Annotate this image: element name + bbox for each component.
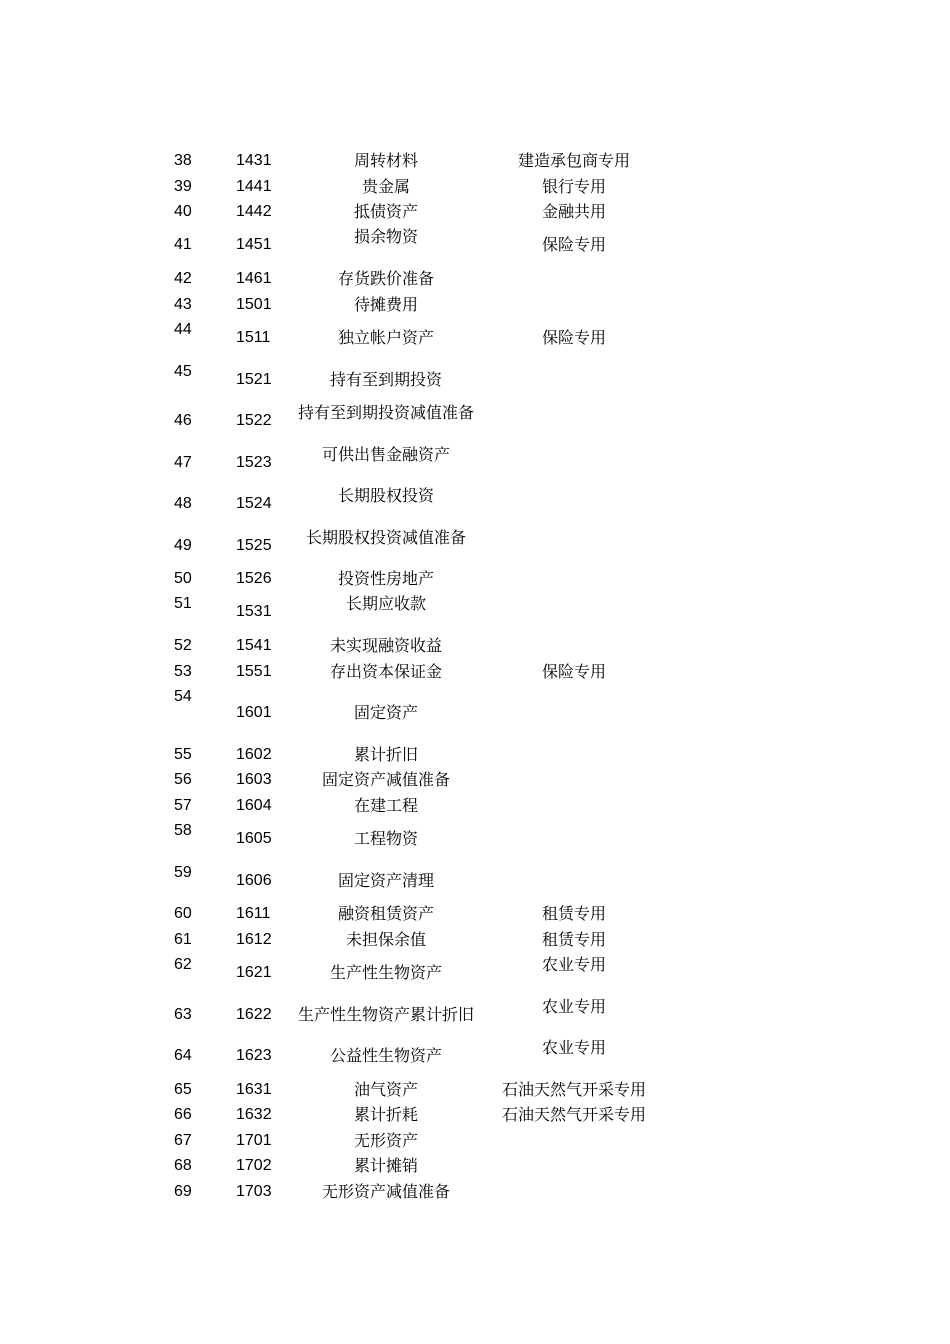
usage-note: 石油天然气开采专用 [501, 1080, 646, 1099]
account-code: 1442 [236, 203, 272, 220]
account-name: 长期股权投资减值准备 [305, 528, 466, 547]
account-name: 油气资产 [353, 1080, 418, 1099]
account-name: 工程物资 [353, 829, 418, 848]
account-code: 1611 [236, 905, 271, 922]
row-number: 63 [174, 1006, 192, 1023]
account-code: 1631 [236, 1081, 272, 1098]
usage-note: 保险专用 [541, 235, 606, 254]
account-code: 1623 [236, 1047, 272, 1064]
usage-note: 农业专用 [541, 997, 606, 1016]
account-code: 1451 [236, 236, 272, 253]
row-number: 58 [174, 822, 192, 839]
account-name: 生产性生物资产累计折旧 [297, 1005, 474, 1024]
row-number: 64 [174, 1047, 192, 1064]
account-code: 1621 [236, 964, 272, 981]
account-code: 1622 [236, 1006, 272, 1023]
account-name: 无形资产减值准备 [321, 1182, 450, 1201]
account-name: 损余物资 [353, 227, 418, 246]
account-code: 1511 [236, 329, 271, 346]
account-name: 贵金属 [361, 177, 410, 196]
row-number: 38 [174, 152, 192, 169]
row-number: 50 [174, 570, 192, 587]
account-name: 投资性房地产 [337, 569, 434, 588]
account-name: 固定资产 [353, 703, 418, 722]
usage-note: 金融共用 [541, 202, 606, 221]
row-number: 66 [174, 1106, 192, 1123]
row-number: 40 [174, 203, 192, 220]
account-name: 无形资产 [353, 1131, 418, 1150]
row-number: 48 [174, 495, 192, 512]
account-code: 1441 [236, 178, 272, 195]
account-code: 1521 [236, 371, 272, 388]
usage-note: 农业专用 [541, 1038, 606, 1057]
account-name: 未担保余值 [345, 930, 426, 949]
row-number: 65 [174, 1081, 192, 1098]
account-name: 可供出售金融资产 [321, 445, 450, 464]
account-code: 1605 [236, 830, 272, 847]
row-number: 57 [174, 797, 192, 814]
account-code: 1632 [236, 1106, 272, 1123]
account-code: 1612 [236, 931, 272, 948]
row-number: 39 [174, 178, 192, 195]
row-number: 62 [174, 956, 192, 973]
account-name: 累计摊销 [353, 1156, 418, 1175]
row-number: 69 [174, 1183, 192, 1200]
account-code: 1523 [236, 454, 272, 471]
account-code: 1606 [236, 872, 272, 889]
usage-note: 银行专用 [541, 177, 606, 196]
account-code: 1501 [236, 296, 272, 313]
row-number: 53 [174, 663, 192, 680]
row-number: 67 [174, 1132, 192, 1149]
account-name: 存货跌价准备 [337, 269, 434, 288]
row-number: 61 [174, 931, 192, 948]
row-number: 56 [174, 771, 192, 788]
account-name: 存出资本保证金 [329, 662, 442, 681]
account-code: 1541 [236, 637, 272, 654]
account-name: 在建工程 [353, 796, 418, 815]
row-number: 55 [174, 746, 192, 763]
account-code: 1551 [236, 663, 272, 680]
account-name: 独立帐户资产 [337, 328, 434, 347]
usage-note: 石油天然气开采专用 [501, 1105, 646, 1124]
account-code: 1531 [236, 603, 272, 620]
account-name: 固定资产减值准备 [321, 770, 450, 789]
account-name: 持有至到期投资减值准备 [297, 403, 474, 422]
row-number: 60 [174, 905, 192, 922]
account-code: 1461 [236, 270, 272, 287]
account-code: 1524 [236, 495, 272, 512]
usage-note: 保险专用 [541, 662, 606, 681]
usage-note: 农业专用 [541, 955, 606, 974]
row-number: 54 [174, 688, 192, 705]
account-name: 累计折耗 [353, 1105, 418, 1124]
account-code: 1702 [236, 1157, 272, 1174]
usage-note: 租赁专用 [541, 904, 606, 923]
account-code: 1604 [236, 797, 272, 814]
row-number: 52 [174, 637, 192, 654]
account-name: 待摊费用 [353, 295, 418, 314]
account-name: 持有至到期投资 [329, 370, 442, 389]
account-name: 长期股权投资 [337, 486, 434, 505]
account-name: 公益性生物资产 [329, 1046, 442, 1065]
row-number: 47 [174, 454, 192, 471]
account-code: 1431 [236, 152, 272, 169]
row-number: 45 [174, 363, 192, 380]
row-number: 59 [174, 864, 192, 881]
account-name: 长期应收款 [345, 594, 426, 613]
usage-note: 租赁专用 [541, 930, 606, 949]
account-name: 周转材料 [353, 151, 418, 170]
account-name: 未实现融资收益 [329, 636, 442, 655]
row-number: 68 [174, 1157, 192, 1174]
account-name: 抵债资产 [353, 202, 418, 221]
account-name: 累计折旧 [353, 745, 418, 764]
row-number: 44 [174, 321, 192, 338]
account-name: 生产性生物资产 [329, 963, 442, 982]
account-code: 1525 [236, 537, 272, 554]
account-code: 1602 [236, 746, 272, 763]
account-code: 1526 [236, 570, 272, 587]
usage-note: 保险专用 [541, 328, 606, 347]
row-number: 51 [174, 595, 192, 612]
account-code: 1522 [236, 412, 272, 429]
account-code: 1601 [236, 704, 272, 721]
account-name: 融资租赁资产 [337, 904, 434, 923]
row-number: 43 [174, 296, 192, 313]
account-code: 1703 [236, 1183, 272, 1200]
row-number: 41 [174, 236, 192, 253]
row-number: 46 [174, 412, 192, 429]
account-name: 固定资产清理 [337, 871, 434, 890]
account-code: 1701 [236, 1132, 272, 1149]
row-number: 49 [174, 537, 192, 554]
row-number: 42 [174, 270, 192, 287]
usage-note: 建造承包商专用 [517, 151, 630, 170]
account-code: 1603 [236, 771, 272, 788]
